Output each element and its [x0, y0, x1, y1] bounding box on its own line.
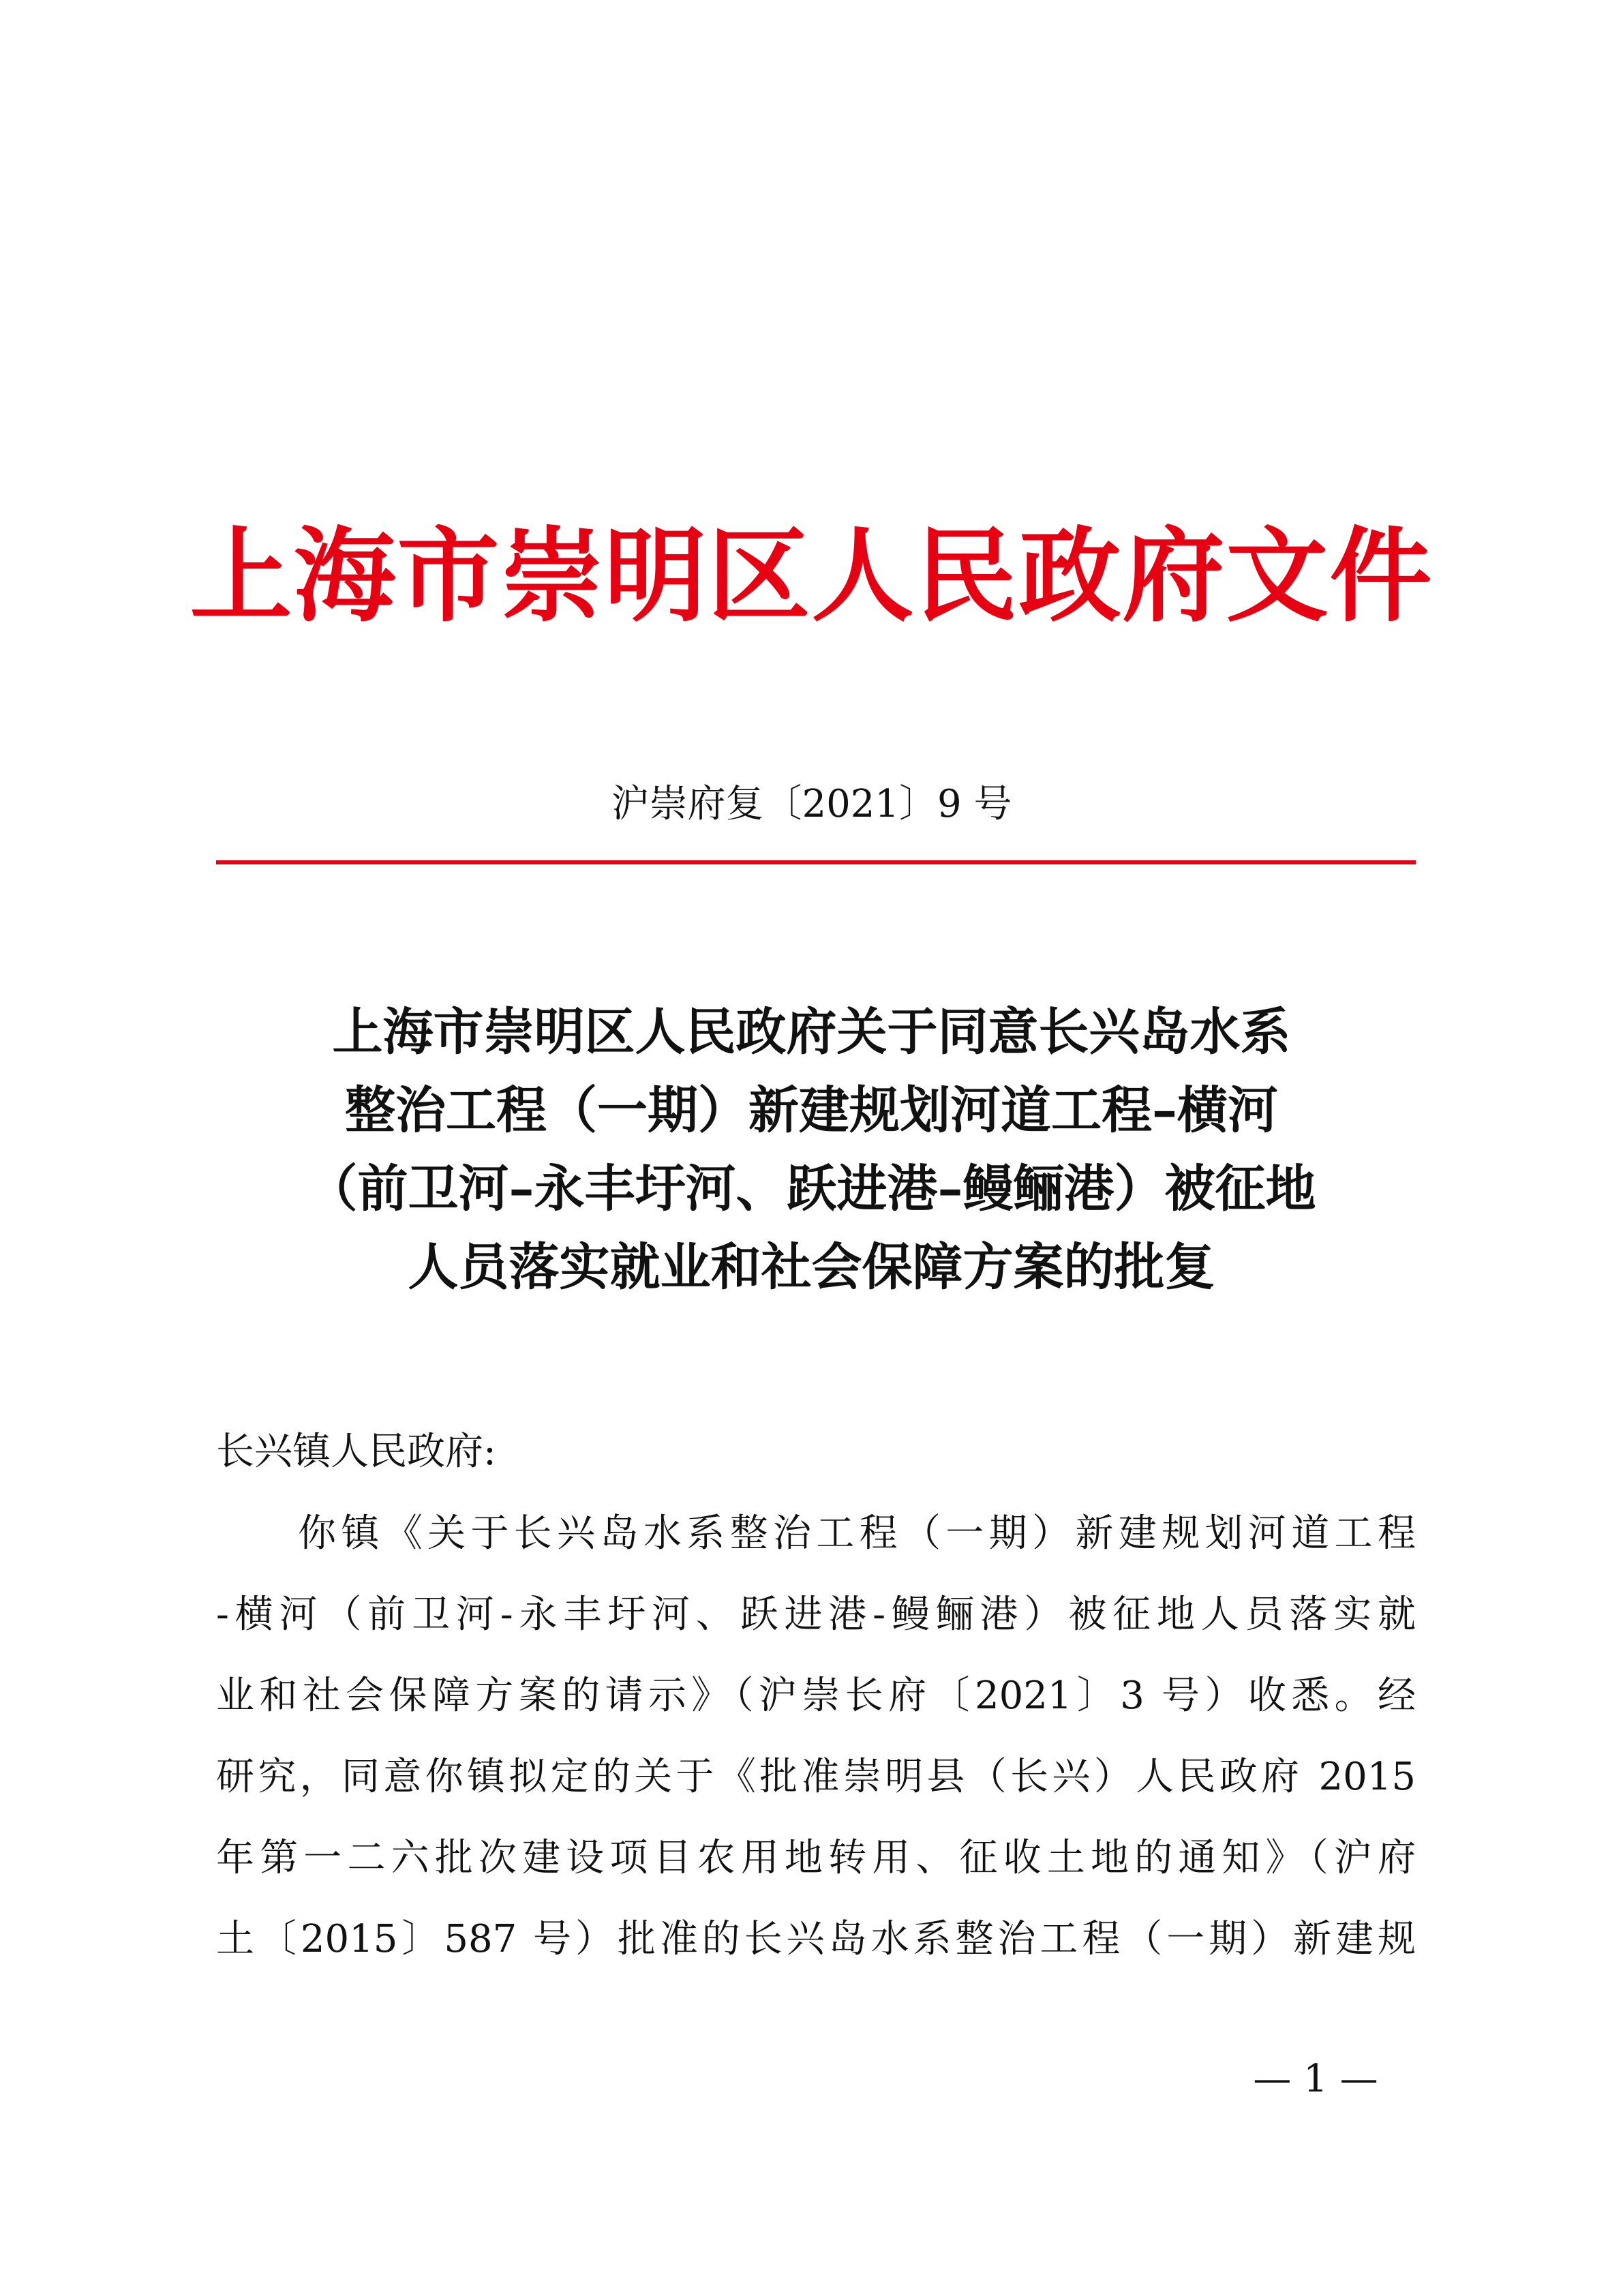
document-number: 沪崇府复〔2021〕9 号: [611, 782, 1012, 826]
body-line: -横河（前卫河-永丰圩河、跃进港-鳗鲡港）被征地人员落实就: [216, 1592, 1416, 1637]
page-number: — 1 —: [1253, 2057, 1378, 2101]
body-line: 业和社会保障方案的请示》（沪崇长府〔2021〕3 号）收悉。经: [216, 1674, 1416, 1718]
title-line: 人员落实就业和社会保障方案的批复: [408, 1238, 1215, 1297]
salutation: 长兴镇人民政府:: [216, 1430, 496, 1474]
body-line: 年第一二六批次建设项目农用地转用、征收土地的通知》（沪府: [216, 1836, 1416, 1880]
issuer-header-title: 上海市崇明区人民政府文件: [189, 516, 1434, 636]
title-line: 上海市崇明区人民政府关于同意长兴岛水系: [332, 1003, 1291, 1061]
red-separator-line: [216, 860, 1416, 864]
title-line: （前卫河–永丰圩河、跃进港–鳗鲡港）被征地: [307, 1160, 1316, 1218]
title-line: 整治工程（一期）新建规划河道工程–横河: [345, 1081, 1278, 1140]
body-paragraph: [216, 1493, 1416, 1980]
document-title: [204, 993, 1419, 1307]
body-line: 土〔2015〕587 号）批准的长兴岛水系整治工程（一期）新建规: [216, 1917, 1416, 1961]
body-line: 研究，同意你镇拟定的关于《批准崇明县（长兴）人民政府 2015: [216, 1755, 1416, 1799]
body-line: 你镇《关于长兴岛水系整治工程（一期）新建规划河道工程: [298, 1511, 1416, 1556]
